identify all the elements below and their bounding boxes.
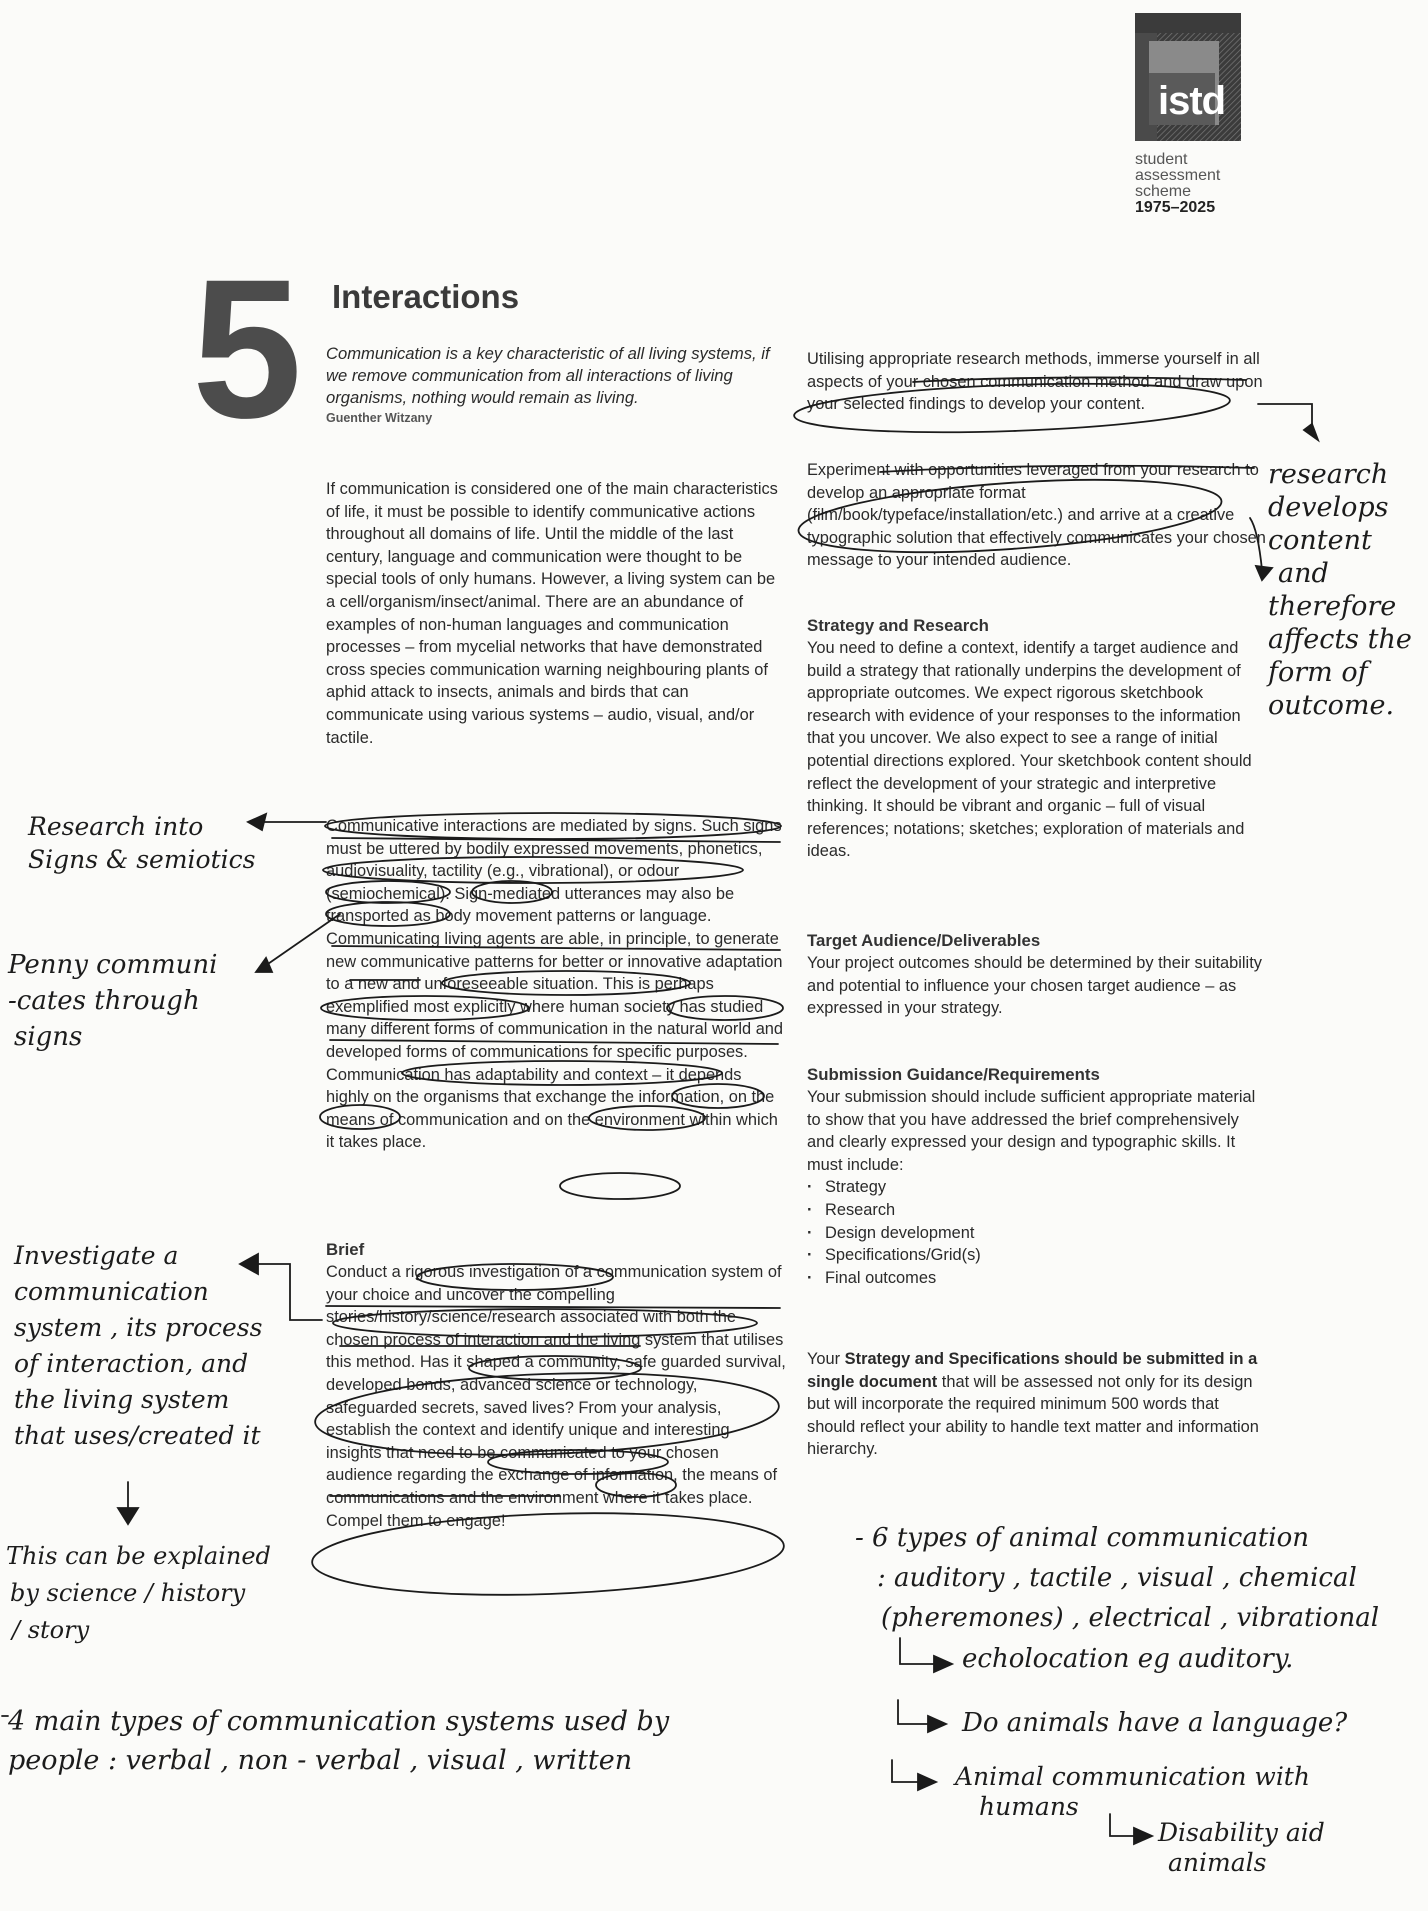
note-line: Penny communi	[8, 950, 218, 980]
final-bold: Strategy and Specifications should be submitted in a single document	[807, 1350, 1258, 1391]
audience-heading: Target Audience/Deliverables	[807, 931, 1041, 950]
scheme-line-2: assessment	[1135, 167, 1221, 184]
arrow-mark	[892, 1760, 920, 1782]
note-line: people : verbal , non - verbal , visual , written	[8, 1745, 633, 1776]
note-line: Research into	[28, 812, 204, 841]
note-line: humans	[979, 1792, 1079, 1821]
section-title: Interactions	[332, 278, 520, 315]
note-research-develops	[1268, 458, 1412, 722]
note-line: the living system	[14, 1385, 230, 1414]
note-line: form of	[1268, 657, 1368, 688]
note-line: therefore	[1268, 591, 1397, 622]
list-item: · Final outcomes	[819, 1267, 1267, 1290]
brief-section	[326, 1240, 786, 1532]
brief-heading: Brief	[326, 1240, 365, 1259]
scheme-line-1: student	[1135, 151, 1188, 168]
quote-text: Communication is a key characteristic of all living systems, if we remove communication from all interactions of living organisms, nothing would remain as living.	[326, 344, 770, 407]
note-line: Animal communication with	[955, 1762, 1310, 1791]
note-line: affects the	[1268, 624, 1412, 655]
quote-author: Guenther Witzany	[326, 411, 433, 425]
signs-paragraph	[326, 815, 786, 1154]
circle-mark	[560, 1173, 680, 1199]
note-penny	[8, 947, 218, 1055]
scheme-line-3: scheme	[1135, 183, 1192, 200]
note-line: content	[1268, 525, 1372, 556]
note-investigate	[14, 1238, 262, 1454]
right-intro	[807, 348, 1267, 416]
section-number: 5	[192, 238, 297, 459]
scheme-years: 1975–2025	[1135, 199, 1216, 216]
scheme-label	[1135, 152, 1305, 216]
note-line: Investigate a	[14, 1241, 179, 1270]
note-line: : auditory , tactile , visual , chemical	[877, 1563, 1357, 1593]
note-line: communication	[14, 1277, 209, 1306]
list-item: · Research	[819, 1199, 1267, 1222]
note-line: research	[1268, 459, 1389, 490]
note-line: -cates through	[8, 986, 200, 1016]
submission-text: Your submission should include sufficient appropriate material to show that you have addressed the brief comprehensively and clearly expressed your design and typographic skills. It must include:	[807, 1088, 1256, 1174]
audience-section	[807, 931, 1267, 1020]
audience-text: Your project outcomes should be determined by their suitability and potential to influence your chosen target audience – as expressed in your strategy.	[807, 954, 1262, 1018]
note-line: develops	[1268, 492, 1389, 523]
note-line: Signs & semiotics	[28, 845, 256, 874]
submission-section	[807, 1065, 1267, 1289]
note-line: outcome.	[1268, 690, 1395, 721]
list-item: · Strategy	[819, 1176, 1267, 1199]
list-item: · Design development	[819, 1222, 1267, 1245]
note-line: This can be explained	[6, 1542, 271, 1570]
right-para-1: Utilising appropriate research methods, immerse yourself in all aspects of your chosen communication method and draw upon your selected findings to develop your content.	[807, 350, 1263, 414]
note-line: signs	[14, 1022, 83, 1052]
note-line: system , its process	[14, 1313, 263, 1342]
strategy-text: You need to define a context, identify a target audience and build a strategy that rationally underpins the development of appropriate outcomes. We expect rigorous sketchbook research with evidence of your responses to the information that you uncover. We also expect to see a range of initial potential directions explored. Your sketchbook content should reflect the development of your strategic and interpretive thinking. It should be vibrant and organic – full of visual references; notations; sketches; exploration of materials and ideas.	[807, 639, 1252, 861]
note-line: 4 main types of communication systems used by	[8, 1706, 670, 1737]
note-echolocation: echolocation eg auditory.	[962, 1644, 1294, 1674]
logo-text: istd	[1158, 79, 1226, 123]
note-line: of interaction, and	[14, 1349, 249, 1378]
brief-text: Conduct a rigorous investigation of a communication system of your choice and uncover the compelling stories/history/science/research associated with both the chosen process of interaction and the living system that utilises this method. Has it shaped a community, safe guarded survival, developed bonds, advanced science or technology, safeguarded secrets, saved lives? From your analysis, establish the context and identify unique and interesting insights that need to be communicated to your chosen audience regarding the exchange of information, the means of communications and the environment where it takes place. Compel them to engage!	[326, 1263, 786, 1530]
quote-block	[326, 343, 786, 425]
note-disability	[1158, 1818, 1325, 1878]
note-line: animals	[1168, 1848, 1267, 1877]
note-explained	[6, 1538, 271, 1649]
arrow-mark	[255, 1264, 322, 1320]
final-post: that will be assessed not only for its design but will incorporate the required minimum 500 words that should reflect your ability to handle text matter and information hierarchy.	[807, 1372, 1259, 1459]
note-line: - 6 types of animal communication	[855, 1523, 1310, 1553]
left-para-2: Communicative interactions are mediated by signs. Such signs must be uttered by bodily expressed movements, phonetics, audiovisuality, tactility (e.g., vibrational), or odour (semiochemical). Sign-mediated utterances may also be transported as body movement patterns or language. Communicating living agents are able, in principle, to generate new communicative patterns for better or innovative adaptation to a new and unforeseeable situation. This is perhaps exemplified most explicitly where human society has studied many different forms of communication in the natural world and developed forms of communications for specific purposes. Communication has adaptability and context – it depends highly on the organisms that exchange the information, on the means of communication and on the environment within which it takes place.	[326, 817, 784, 1152]
arrow-mark	[900, 1638, 936, 1664]
requirements-list	[807, 1176, 1267, 1289]
arrow-mark	[898, 1700, 930, 1724]
note-line: by science / history	[10, 1579, 246, 1607]
note-signs	[28, 810, 255, 876]
right-para-2: Experiment with opportunities leveraged from your research to develop an appropriate format (film/book/typeface/installation/etc.) and arrive at a creative typographic solution that effectively communicates your chosen message to your intended audience.	[807, 461, 1266, 570]
final-paragraph	[807, 1348, 1267, 1461]
right-experiment	[807, 459, 1267, 572]
note-line: (pheremones) , electrical , vibrational	[881, 1603, 1380, 1633]
final-note	[807, 1348, 1267, 1461]
left-para-1: If communication is considered one of the main characteristics of life, it must be possible to identify communicative actions throughout all domains of life. Until the middle of the last century, language and communication were thought to be special tools of only humans. However, a living system can be a cell/organism/insect/animal. There are an abundance of examples of non-human languages and communication processes – from mycelial networks that have demonstrated cross species communication warning neighbouring plants of aphid attack to insects, animals and birds that can communicate using various systems – audio, visual, and/or tactile.	[326, 480, 778, 747]
final-pre: Your	[807, 1350, 845, 1368]
istd-logo	[1135, 13, 1241, 141]
intro-paragraph	[326, 478, 786, 749]
note-line: Disability aid	[1158, 1818, 1325, 1847]
note-line: that uses/created it	[14, 1421, 261, 1450]
note-six-types	[855, 1518, 1379, 1638]
strategy-section	[807, 616, 1267, 863]
note-four-types	[8, 1702, 669, 1780]
note-line: and	[1278, 558, 1329, 589]
strategy-heading: Strategy and Research	[807, 616, 989, 635]
list-item: · Specifications/Grid(s)	[819, 1244, 1267, 1267]
note-with-humans	[955, 1762, 1310, 1822]
note-language-question: Do animals have a language?	[962, 1708, 1348, 1738]
submission-heading: Submission Guidance/Requirements	[807, 1065, 1100, 1084]
note-line: / story	[12, 1616, 90, 1644]
